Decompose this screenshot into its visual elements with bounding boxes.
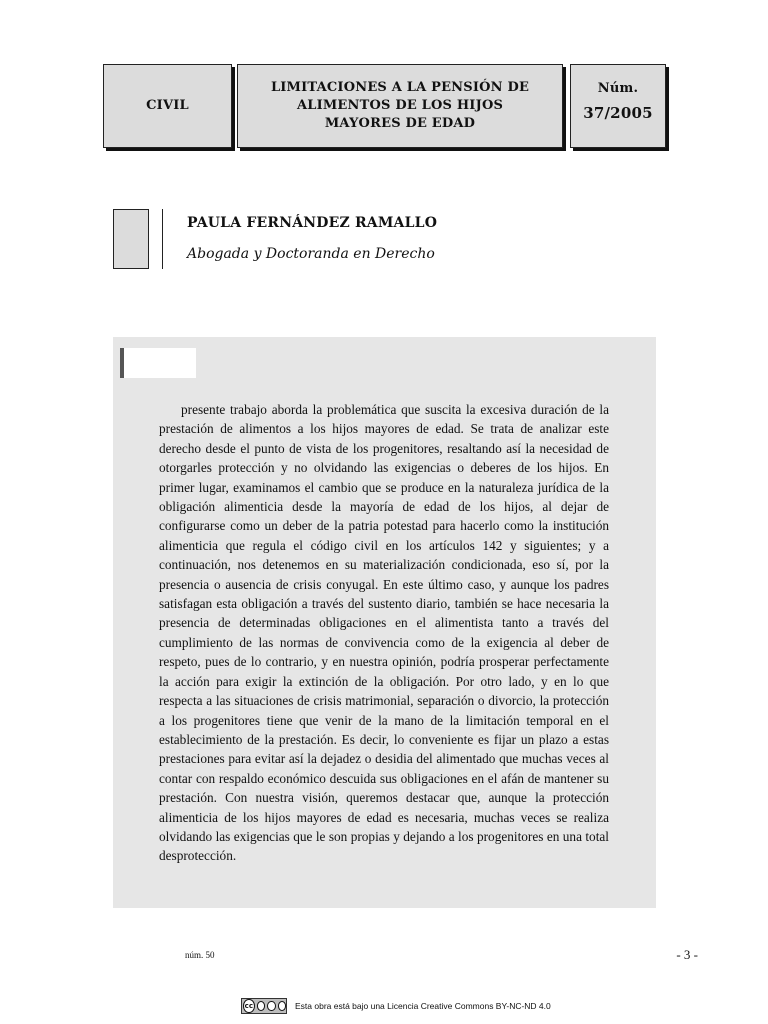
issue-number-box bbox=[570, 64, 666, 148]
author-decoration-box bbox=[113, 209, 149, 269]
license-notice bbox=[241, 998, 551, 1014]
footer-issue: núm. 50 bbox=[185, 950, 215, 960]
article-title-line-2: ALIMENTOS DE LOS HIJOS bbox=[296, 98, 504, 113]
author-divider bbox=[162, 209, 163, 269]
abstract-text: presente trabajo aborda la problemática que suscita la excesiva duración de la prestación de alimentos a los hijos mayores de edad. Se trata de analizar este derecho desde el punto de vista de los progenitores, resaltando así la necesidad de otorgarles protección y no olvidando las exigencias o deberes de los hijos. En primer lugar, examinamos el cambio que se produce en la naturaleza jurídica de la obligación alimenticia desde la mayoría de edad de los hijos, al dejar de configurarse como un deber de la patria potestad para hacerlo como la institución alimenticia que regula el código civil en los artículos 142 y siguientes; y a continuación, nos detenemos en su materialización condicionada, eso sí, por la presencia o ausencia de crisis conyugal. En este último caso, y aunque los padres satisfagan esta obligación a través del sustento diario, también se hace necesaria la presencia de determinadas obligaciones en el alimentista tanto a través del cumplimiento de las normas de convivencia como de la exigencia al deber de respeto, pues de lo contrario, y en nuestra opinión, podría prosperar perfectamente la acción para exigir la extinción de la obligación. Por otro lado, y en lo que respecta a las situaciones de crisis matrimonial, separación o divorcio, la protección a los progenitores tiene que venir de la mano de la limitación temporal en el establecimiento de la prestación. Es decir, lo conveniente es fijar un plazo a estas prestaciones para evitar así la dejadez o desidia del alimentado que muchas veces al contar con respaldo económico descuida sus obligaciones en el afán de mantener su prestación. Con nuestra visión, queremos destacar que, aunque la protección alimenticia de los hijos mayores de edad es necesaria, muchas veces se realiza olvidando las exigencias que le son propias y dejando a los progenitores en una total desprotección. bbox=[159, 402, 609, 864]
article-title-box bbox=[237, 64, 563, 148]
license-text: Esta obra está bajo una Licencia Creative Commons BY-NC-ND 4.0 bbox=[295, 1001, 551, 1011]
issue-number-value: 37/2005 bbox=[583, 104, 653, 122]
section-label: CIVIL bbox=[146, 98, 189, 113]
issue-number-label: Núm. bbox=[597, 81, 639, 96]
author-name: PAULA FERNÁNDEZ RAMALLO bbox=[187, 215, 438, 231]
article-title-line-3: MAYORES DE EDAD bbox=[324, 116, 476, 131]
cc-by-nc-nd-icon[interactable]: cc bbox=[241, 998, 287, 1014]
abstract-label-box bbox=[120, 348, 196, 378]
page-number: - 3 - bbox=[676, 947, 698, 962]
author-role: Abogada y Doctoranda en Derecho bbox=[187, 246, 435, 262]
section-label-box bbox=[103, 64, 232, 148]
article-title-line-1: LIMITACIONES A LA PENSIÓN DE bbox=[270, 80, 530, 95]
